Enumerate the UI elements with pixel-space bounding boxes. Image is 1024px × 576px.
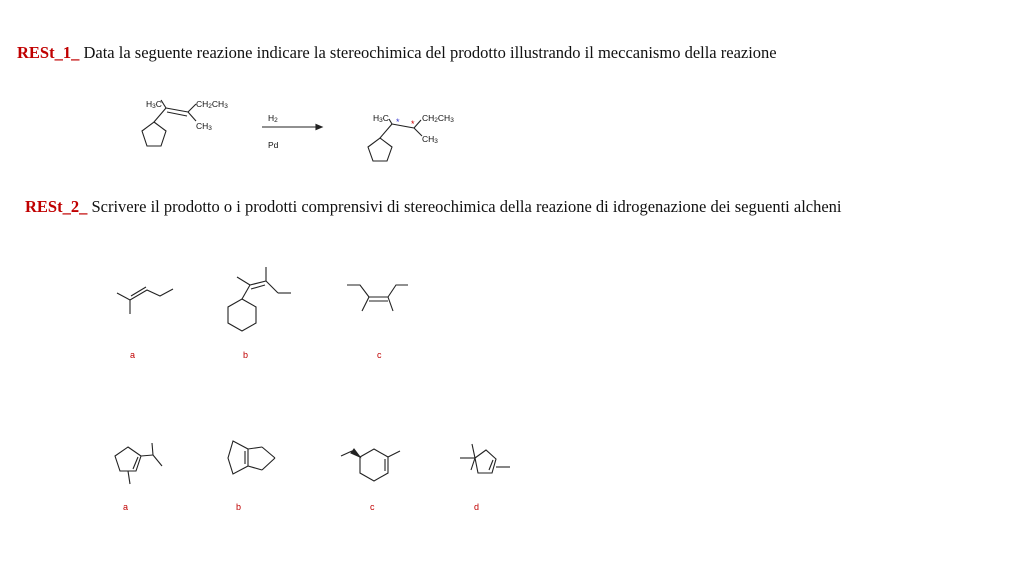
label-row2-d: d bbox=[474, 502, 480, 512]
question-1-text: Data la seguente reazione indicare la stereochimica del prodotto illustrando il meccanismo della reazione bbox=[79, 43, 777, 62]
question-2-text: Scrivere il prodotto o i prodotti comprensivi di stereochimica della reazione di idrogenazione dei seguenti alcheni bbox=[87, 197, 842, 216]
alkene-row1-a bbox=[117, 287, 173, 314]
alkene-row2-a bbox=[115, 443, 162, 484]
question-1-tag: RESt_1_ bbox=[17, 43, 80, 62]
product-ch3-label: $CH_3$ bbox=[422, 134, 438, 145]
product-ethyl-label: $CH_2CH_3$ bbox=[422, 113, 454, 124]
label-row1-a: a bbox=[130, 350, 136, 360]
label-row2-b: b bbox=[236, 502, 242, 512]
alkene-row2-b bbox=[228, 441, 275, 474]
label-row2-a: a bbox=[123, 502, 129, 512]
reagent-catalyst-label: Pd bbox=[268, 140, 279, 150]
reactant-methyl-label: $H_3C$ bbox=[146, 99, 162, 110]
reagent-hydrogen-label: $H_2$ bbox=[268, 113, 278, 124]
label-row2-c: c bbox=[370, 502, 375, 512]
alkene-row2-d bbox=[460, 444, 510, 473]
product-methyl-label: $H_3C$ bbox=[373, 113, 389, 124]
alkene-row2-c bbox=[341, 449, 400, 481]
alkene-row1-c bbox=[347, 285, 408, 311]
reactant-ch3-label: $CH_3$ bbox=[196, 121, 212, 132]
label-row1-c: c bbox=[377, 350, 382, 360]
reactant-ethyl-label: $CH_2CH_3$ bbox=[196, 99, 228, 110]
stereocenter-star-2: * bbox=[411, 119, 415, 129]
alkene-row1-b bbox=[228, 267, 291, 331]
stereocenter-star-1: * bbox=[396, 117, 400, 127]
label-row1-b: b bbox=[243, 350, 249, 360]
question-2-tag: RESt_2_ bbox=[25, 197, 88, 216]
